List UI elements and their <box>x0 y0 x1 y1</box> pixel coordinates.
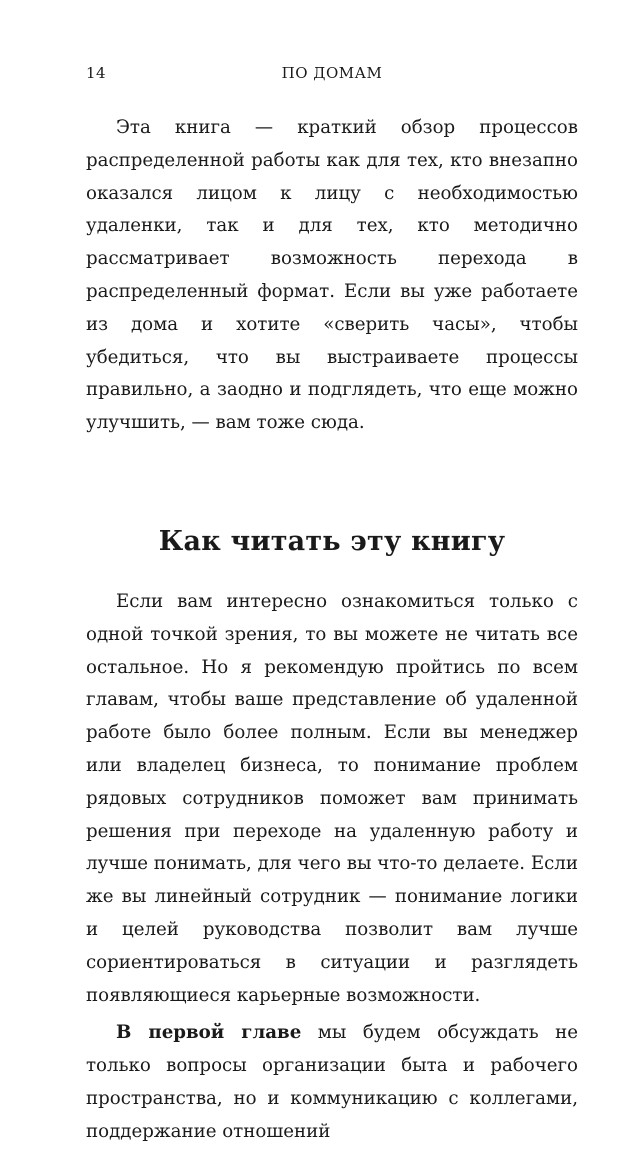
page-number: 14 <box>86 64 107 82</box>
section-paragraph: Если вам интересно ознакомиться только с одной точкой зрения, то вы можете не читать все остальное. Но я рекомендую пройтись по всем главам, чтобы ваше представление об удаленной работе было более полным. Если вы менеджер или владелец бизнеса, то понимание проблем рядовых сотрудников поможет вам принимать решения при переходе на удаленную работу и лучше понимать, для чего вы что-то делаете. Если же вы линейный сотрудник — понимание логики и целей руководства позволит вам лучше сориентироваться в ситуации и разглядеть появляющиеся карьерные возможности. <box>86 590 578 1006</box>
chapter-paragraph <box>86 1017 578 1148</box>
running-header <box>86 60 578 86</box>
book-page <box>86 60 578 1149</box>
section-heading: Как читать эту книгу <box>158 525 506 557</box>
book-title: ПО ДОМАМ <box>281 64 383 82</box>
chapter-text: мы будем обсуждать не только вопросы организации быта и рабочего пространства, но и коммуникацию с коллегами, поддержание отношений <box>86 1022 578 1142</box>
intro-paragraph: Эта книга — краткий обзор процессов распределенной работы как для тех, кто внезапно оказался лицом к лицу с необходимостью удаленки, так и для тех, кто методично рассматривает возможность перехода в распределенный формат. Если вы уже работаете из дома и хотите «сверить часы», чтобы убедиться, что вы выстраиваете процессы правильно, а заодно и подглядеть, что еще можно улучшить, — вам тоже сюда. <box>86 117 578 434</box>
chapter-lead: В первой главе <box>116 1022 302 1044</box>
